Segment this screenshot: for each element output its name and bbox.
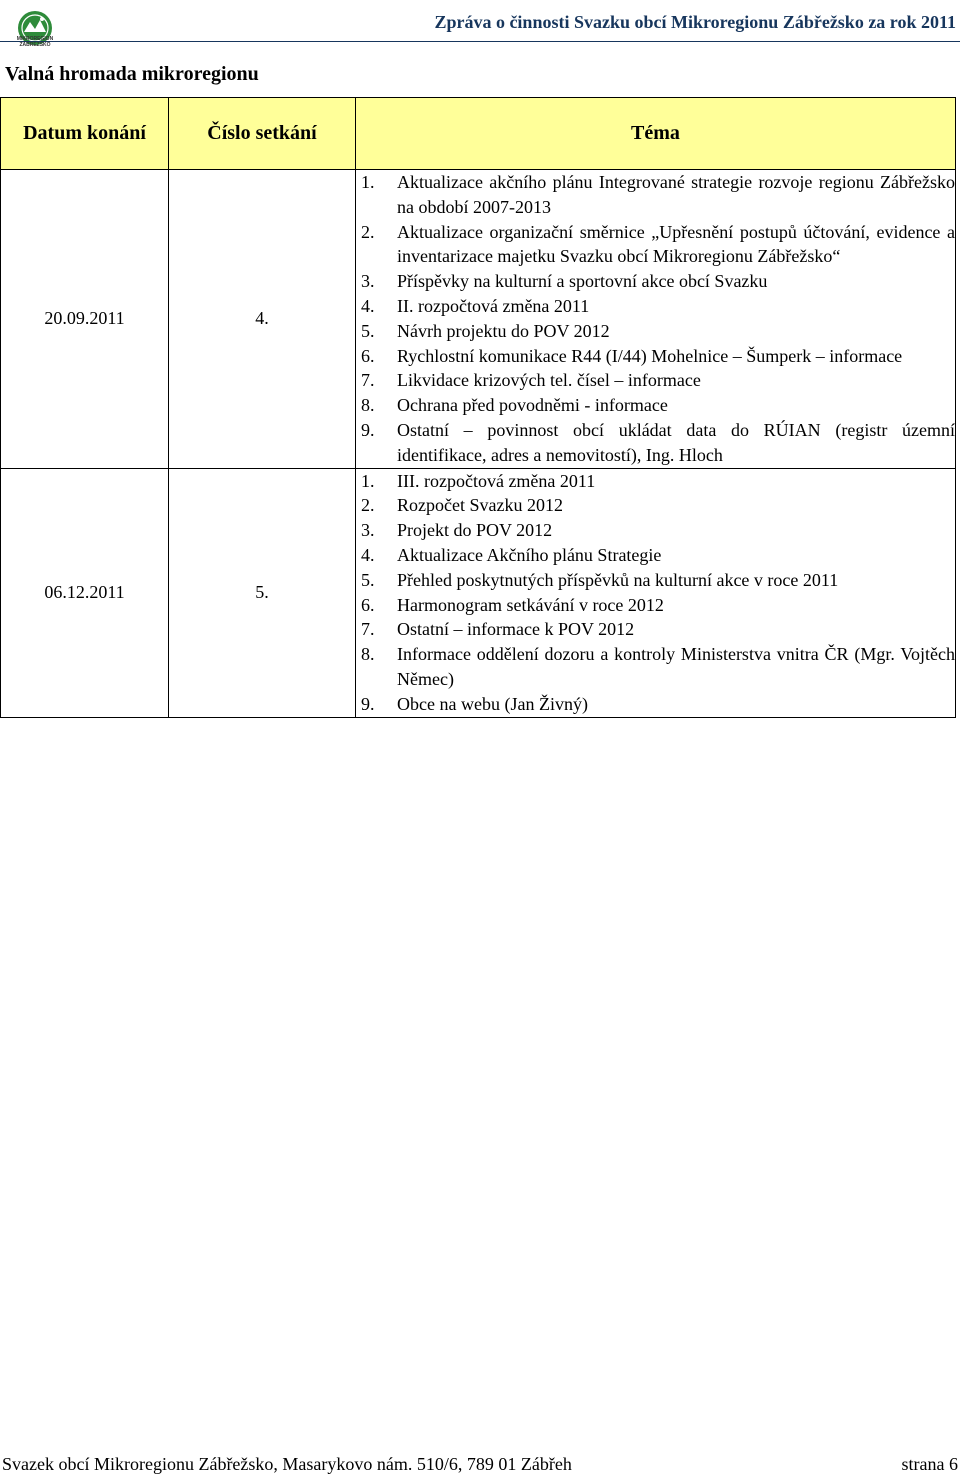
item-number: 2. [361, 495, 375, 516]
meetings-table [0, 97, 956, 718]
list-item [356, 319, 955, 344]
item-number: 3. [361, 520, 375, 541]
item-text: Rozpočet Svazku 2012 [397, 495, 563, 516]
list-item [356, 543, 955, 568]
table-row [1, 170, 956, 469]
meeting-number: 5. [169, 468, 356, 717]
item-number: 6. [361, 594, 375, 615]
report-title: Zpráva o činnosti Svazku obcí Mikroregionu Zábřežsko za rok 2011 [434, 12, 956, 32]
list-item [356, 269, 955, 294]
meeting-date: 06.12.2011 [1, 468, 169, 717]
item-text: Aktualizace Akčního plánu Strategie [397, 544, 662, 565]
list-item [356, 518, 955, 543]
item-text: Rychlostní komunikace R44 (I/44) Mohelnice – Šumperk – informace [397, 345, 903, 366]
list-item [356, 493, 955, 518]
meeting-topics [356, 468, 956, 717]
list-item [356, 642, 955, 692]
list-item [356, 593, 955, 618]
item-number: 4. [361, 295, 375, 316]
item-number: 7. [361, 370, 375, 391]
item-text: Informace oddělení dozoru a kontroly Ministerstva vnitra ČR (Mgr. Vojtěch Němec) [397, 644, 955, 689]
list-item [356, 692, 955, 717]
list-item [356, 568, 955, 593]
section-title: Valná hromada mikroregionu [5, 63, 259, 85]
item-text: II. rozpočtová změna 2011 [397, 295, 590, 316]
item-number: 9. [361, 693, 375, 714]
item-number: 1. [361, 470, 375, 491]
meeting-number: 4. [169, 170, 356, 469]
item-text: Ostatní – informace k POV 2012 [397, 619, 635, 640]
item-number: 5. [361, 320, 375, 341]
footer-address: Svazek obcí Mikroregionu Zábřežsko, Masarykovo nám. 510/6, 789 01 Zábřeh [2, 1454, 572, 1474]
list-item [356, 368, 955, 393]
table-row [1, 468, 956, 717]
item-text: Přehled poskytnutých příspěvků na kulturní akce v roce 2011 [397, 569, 839, 590]
list-item [356, 469, 955, 494]
item-number: 8. [361, 395, 375, 416]
item-number: 4. [361, 544, 375, 565]
list-item [356, 220, 955, 270]
item-text: Obce na webu (Jan Živný) [397, 693, 588, 714]
item-number: 1. [361, 172, 375, 192]
list-item [356, 418, 955, 468]
item-text: Aktualizace organizační směrnice „Upřesnění postupů účtování, evidence a inventarizace majetku Svazku obcí Mikroregionu Zábřežsko“ [397, 221, 955, 267]
header-divider [0, 41, 960, 42]
item-number: 5. [361, 569, 375, 590]
list-item [356, 294, 955, 319]
column-header-topic: Téma [356, 98, 956, 170]
item-number: 3. [361, 271, 375, 292]
meeting-date: 20.09.2011 [1, 170, 169, 469]
item-text: Příspěvky na kulturní a sportovní akce obcí Svazku [397, 271, 768, 292]
table-header-row [1, 98, 956, 170]
list-item [356, 344, 955, 369]
column-header-date: Datum konání [1, 98, 169, 170]
topic-list [356, 170, 955, 468]
item-text: Harmonogram setkávání v roce 2012 [397, 594, 664, 615]
item-text: Ochrana před povodněmi - informace [397, 395, 668, 416]
item-number: 6. [361, 345, 375, 366]
meeting-topics [356, 170, 956, 469]
item-number: 7. [361, 619, 375, 640]
list-item [356, 393, 955, 418]
list-item [356, 617, 955, 642]
item-text: Aktualizace akčního plánu Integrované strategie rozvoje regionu Zábřežsko na období 2007-2013 [397, 172, 955, 217]
item-text: III. rozpočtová změna 2011 [397, 470, 596, 491]
item-number: 9. [361, 419, 375, 440]
item-number: 8. [361, 644, 375, 665]
item-text: Likvidace krizových tel. čísel – informace [397, 370, 701, 391]
page-number: strana 6 [901, 1454, 958, 1474]
topic-list [356, 469, 955, 717]
column-header-number: Číslo setkání [169, 98, 356, 170]
list-item [356, 170, 955, 220]
item-text: Projekt do POV 2012 [397, 520, 553, 541]
item-text: Ostatní – povinnost obcí ukládat data do RÚIAN (registr územní identifikace, adres a nemovitostí), Ing. Hloch [397, 419, 955, 465]
logo-text: MIKROREGION ZÁBŘEŽSKO [16, 36, 54, 48]
item-number: 2. [361, 221, 375, 242]
item-text: Návrh projektu do POV 2012 [397, 320, 610, 341]
